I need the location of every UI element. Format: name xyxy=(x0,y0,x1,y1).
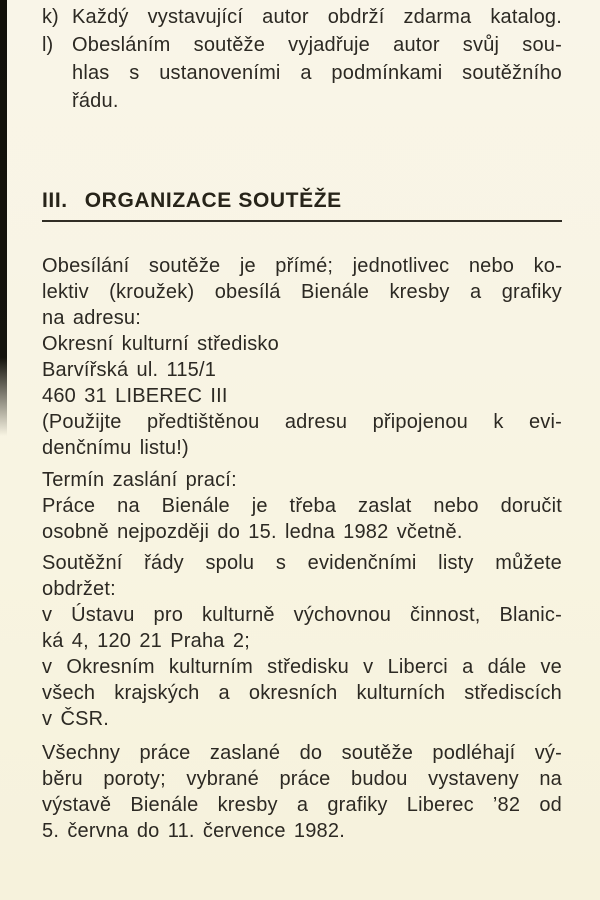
section-heading-block xyxy=(42,188,562,222)
text-line: v ČSR. xyxy=(42,708,110,730)
section-heading xyxy=(42,188,562,214)
text-line: denčnímu listu!) xyxy=(42,437,189,459)
terms-list xyxy=(42,0,562,115)
paragraph-submission-address xyxy=(42,253,562,461)
list-marker: k) xyxy=(42,6,59,28)
text-line: Okresní kulturní středisko xyxy=(42,333,279,355)
text-line: lektiv (kroužek) obesílá Bienále kresby a grafiky xyxy=(42,281,562,303)
scan-edge-artifact xyxy=(0,0,7,436)
page-content xyxy=(42,0,562,844)
text-line: Soutěžní řády spolu s evidenčními listy můžete xyxy=(42,552,562,574)
text-line: Barvířská ul. 115/1 xyxy=(42,359,217,381)
heading-title: ORGANIZACE SOUTĚŽE xyxy=(84,189,342,212)
text-line: osobně nejpozději do 15. ledna 1982 včetně. xyxy=(42,521,463,543)
text-line: běru poroty; vybrané práce budou vystaveny na xyxy=(42,768,562,790)
heading-rule xyxy=(42,220,562,222)
text-line: 5. června do 11. července 1982. xyxy=(42,820,345,842)
text-line: Všechny práce zaslané do soutěže podléhají vý- xyxy=(42,742,562,764)
text-line: ká 4, 120 21 Praha 2; xyxy=(42,630,250,652)
text-line: Práce na Bienále je třeba zaslat nebo doručit xyxy=(42,495,562,517)
heading-number: III. xyxy=(42,189,68,212)
paragraph-jury-selection xyxy=(42,740,562,844)
text-line: výstavě Bienále kresby a grafiky Liberec ’82 od xyxy=(42,794,562,816)
list-item-k xyxy=(42,3,562,31)
text-line: Obesílání soutěže je přímé; jednotlivec nebo ko- xyxy=(42,255,562,277)
text-line: v Ústavu pro kulturně výchovnou činnost, Blanic- xyxy=(42,604,562,626)
text-line: řádu. xyxy=(72,90,119,112)
paragraph-rules-availability xyxy=(42,550,562,732)
text-line: Termín zaslání prací: xyxy=(42,469,237,491)
paragraph-deadline xyxy=(42,467,562,545)
list-item-l xyxy=(42,31,562,115)
text-line: Každý vystavující autor obdrží zdarma katalog. xyxy=(72,6,562,28)
text-line: v Okresním kulturním středisku v Liberci a dále ve xyxy=(42,656,562,678)
list-marker: l) xyxy=(42,34,54,56)
text-line: všech krajských a okresních kulturních střediscích xyxy=(42,682,562,704)
text-line: Obesláním soutěže vyjadřuje autor svůj sou- xyxy=(72,34,562,56)
text-line: obdržet: xyxy=(42,578,116,600)
text-line: na adresu: xyxy=(42,307,142,329)
text-line: 460 31 LIBEREC III xyxy=(42,385,228,407)
text-line: (Použijte předtištěnou adresu připojenou k evi- xyxy=(42,411,562,433)
text-line: hlas s ustanoveními a podmínkami soutěžního xyxy=(72,62,562,84)
